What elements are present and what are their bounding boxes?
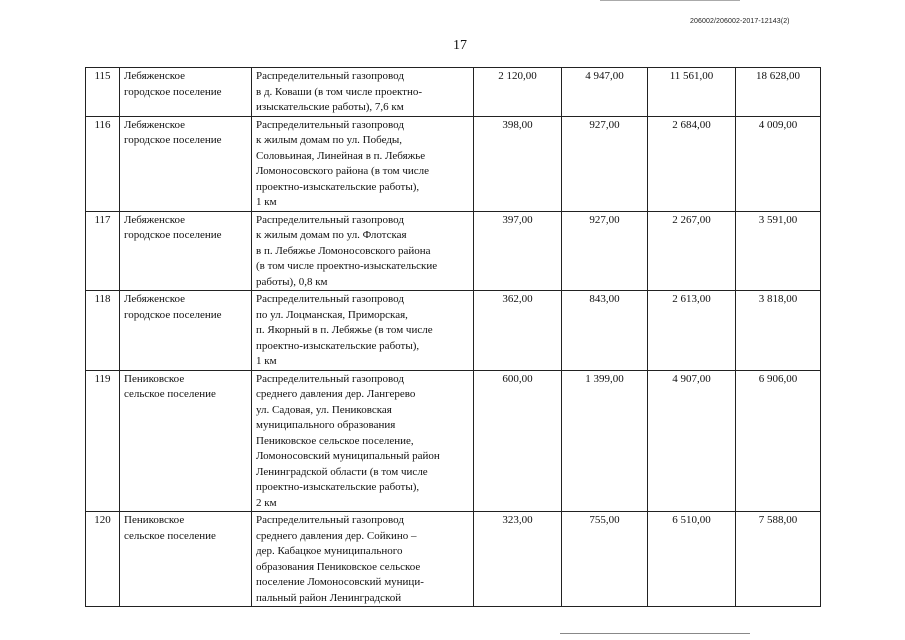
value-col-3: 2 267,00	[648, 211, 736, 291]
table-row	[86, 512, 821, 607]
scan-edge-mark	[600, 0, 740, 1]
settlement-name: Лебяженское городское поселение	[120, 211, 252, 291]
object-description: Распределительный газопровод к жилым домам по ул. Победы, Соловьиная, Линейная в п. Лебяжье Ломоносовского района (в том числе проектно-изыскательские работы), 1 км	[252, 116, 474, 211]
value-col-2: 755,00	[562, 512, 648, 607]
value-col-total: 3 591,00	[736, 211, 821, 291]
scan-edge-mark	[560, 633, 750, 634]
row-number: 118	[86, 291, 120, 371]
value-col-1: 2 120,00	[474, 68, 562, 117]
object-description: Распределительный газопровод по ул. Лоцманская, Приморская, п. Якорный в п. Лебяжье (в том числе проектно-изыскательские работы), 1 км	[252, 291, 474, 371]
value-col-total: 7 588,00	[736, 512, 821, 607]
value-col-3: 4 907,00	[648, 370, 736, 512]
table-row	[86, 116, 821, 211]
value-col-1: 362,00	[474, 291, 562, 371]
table-row	[86, 291, 821, 371]
value-col-1: 323,00	[474, 512, 562, 607]
value-col-1: 600,00	[474, 370, 562, 512]
object-description: Распределительный газопровод среднего давления дер. Лангерево ул. Садовая, ул. Пениковская муниципального образования Пениковское сельское поселение, Ломоносовский муниципальный район Ленинградской области (в том числе проектно-изыскательские работы), 2 км	[252, 370, 474, 512]
settlement-name: Лебяженское городское поселение	[120, 291, 252, 371]
value-col-total: 3 818,00	[736, 291, 821, 371]
object-description: Распределительный газопровод среднего давления дер. Сойкино – дер. Кабацкое муниципального образования Пениковское сельское поселение Ломоносовский муници- пальный район Ленинградской	[252, 512, 474, 607]
settlement-name: Пениковское сельское поселение	[120, 512, 252, 607]
settlement-name: Лебяженское городское поселение	[120, 68, 252, 117]
table-row	[86, 68, 821, 117]
value-col-2: 4 947,00	[562, 68, 648, 117]
value-col-2: 1 399,00	[562, 370, 648, 512]
value-col-3: 2 613,00	[648, 291, 736, 371]
value-col-3: 6 510,00	[648, 512, 736, 607]
value-col-2: 843,00	[562, 291, 648, 371]
object-description: Распределительный газопровод в д. Коваши (в том числе проектно- изыскательские работы), 7,6 км	[252, 68, 474, 117]
value-col-1: 397,00	[474, 211, 562, 291]
settlement-name: Лебяженское городское поселение	[120, 116, 252, 211]
value-col-3: 11 561,00	[648, 68, 736, 117]
value-col-2: 927,00	[562, 211, 648, 291]
row-number: 116	[86, 116, 120, 211]
row-number: 115	[86, 68, 120, 117]
table-row	[86, 211, 821, 291]
document-id: 206002/206002-2017-12143(2)	[690, 18, 790, 25]
row-number: 119	[86, 370, 120, 512]
value-col-total: 6 906,00	[736, 370, 821, 512]
value-col-3: 2 684,00	[648, 116, 736, 211]
value-col-total: 4 009,00	[736, 116, 821, 211]
object-description: Распределительный газопровод к жилым домам по ул. Флотская в п. Лебяжье Ломоносовского района (в том числе проектно-изыскательские работы), 0,8 км	[252, 211, 474, 291]
value-col-2: 927,00	[562, 116, 648, 211]
row-number: 120	[86, 512, 120, 607]
gas-pipeline-table	[85, 67, 821, 607]
page-number: 17	[453, 38, 467, 53]
settlement-name: Пениковское сельское поселение	[120, 370, 252, 512]
table-row	[86, 370, 821, 512]
value-col-total: 18 628,00	[736, 68, 821, 117]
row-number: 117	[86, 211, 120, 291]
value-col-1: 398,00	[474, 116, 562, 211]
